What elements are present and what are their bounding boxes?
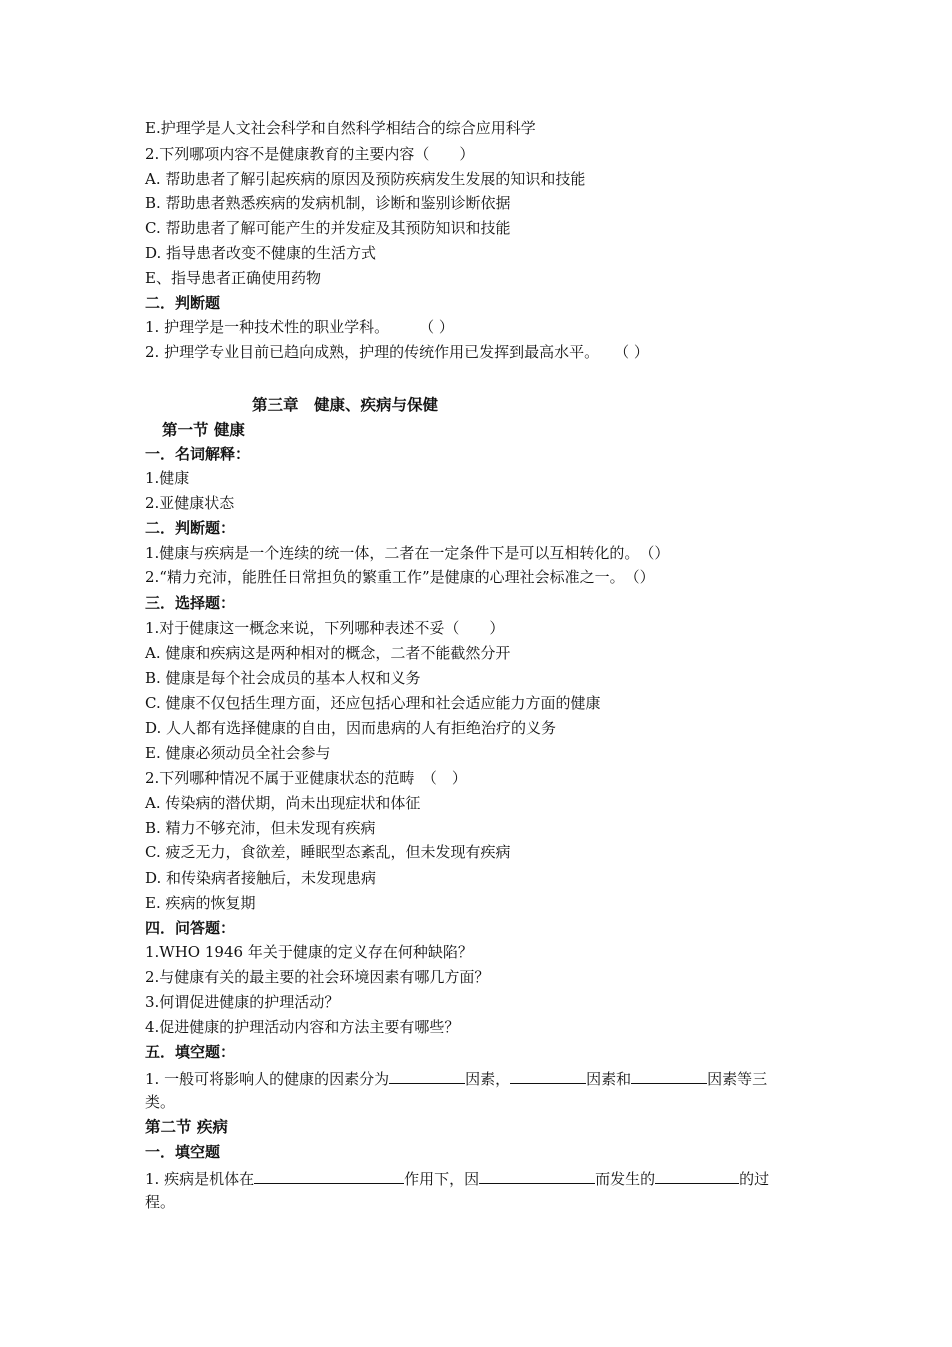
heading-true-false: 二．判断题 [145,294,221,312]
option-e: E、指导患者正确使用药物 [145,269,321,287]
fill-2-text-d: 的过 [739,1170,770,1188]
heading-fill: 五．填空题： [145,1043,236,1061]
option-b: B. 帮助患者熟悉疾病的发病机制，诊断和鉴别诊断依据 [145,194,511,212]
fill-question-1-cont: 类。 [145,1093,176,1111]
judgement-1: 1.健康与疾病是一个连续的统一体，二者在一定条件下是可以互相转化的。 （） [145,544,670,562]
qa-4: 4.促进健康的护理活动内容和方法主要有哪些？ [145,1018,460,1036]
option-e-nursing-science: E.护理学是人文社会科学和自然科学相结合的综合应用科学 [145,119,536,137]
fill-2-text-b: 作用下，因 [404,1170,480,1188]
choice-1-option-b: B. 健康是每个社会成员的基本人权和义务 [145,669,421,687]
heading-judgement: 二．判断题： [145,519,236,537]
fill-2-blank-1 [254,1168,404,1184]
option-a: A. 帮助患者了解引起疾病的原因及预防疾病发生发展的知识和技能 [145,170,586,188]
option-c: C. 帮助患者了解可能产生的并发症及其预防知识和技能 [145,219,511,237]
fill-2-blank-2 [479,1168,595,1184]
question-health-education: 2.下列哪项内容不是健康教育的主要内容（ ） [145,145,475,163]
heading-choice: 三．选择题： [145,594,236,612]
fill-1-blank-2 [510,1068,586,1084]
choice-1-option-c: C. 健康不仅包括生理方面，还应包括心理和社会适应能力方面的健康 [145,694,601,712]
heading-fill-2: 一．填空题 [145,1143,221,1161]
fill-1-text-d: 因素等三 [707,1070,768,1088]
true-false-2: 2. 护理学专业目前已趋向成熟，护理的传统作用已发挥到最高水平。 （ ） [145,343,649,361]
choice-2-option-e: E. 疾病的恢复期 [145,894,256,912]
true-false-1: 1. 护理学是一种技术性的职业学科。 （ ） [145,318,454,336]
judgement-2: 2.“精力充沛，能胜任日常担负的繁重工作”是健康的心理社会标准之一。 （） [145,568,655,586]
fill-2-blank-3 [655,1168,739,1184]
choice-question-1: 1.对于健康这一概念来说，下列哪种表述不妥（ ） [145,619,505,637]
fill-1-blank-3 [631,1068,707,1084]
heading-terms: 一．名词解释： [145,445,251,463]
option-d: D. 指导患者改变不健康的生活方式 [145,244,377,262]
section-title-disease: 第二节 疾病 [145,1118,228,1136]
chapter-title: 第三章 健康、疾病与保健 [252,396,439,414]
choice-2-option-c: C. 疲乏无力，食欲差，睡眠型态紊乱，但未发现有疾病 [145,843,511,861]
fill-question-1 [145,1068,767,1089]
choice-1-option-e: E. 健康必须动员全社会参与 [145,744,331,762]
choice-question-2: 2.下列哪种情况不属于亚健康状态的范畴 （ ） [145,769,467,787]
heading-qa: 四．问答题： [145,919,236,937]
fill-2-text-a: 1. 疾病是机体在 [145,1170,255,1188]
term-health: 1.健康 [145,469,190,487]
choice-1-option-d: D. 人人都有选择健康的自由，因而患病的人有拒绝治疗的义务 [145,719,557,737]
qa-2: 2.与健康有关的最主要的社会环境因素有哪几方面？ [145,968,490,986]
choice-1-option-a: A. 健康和疾病这是两种相对的概念，二者不能截然分开 [145,644,511,662]
qa-1: 1.WHO 1946 年关于健康的定义存在何种缺陷？ [145,943,473,961]
section-title-health: 第一节 健康 [162,421,245,439]
qa-3: 3.何谓促进健康的护理活动？ [145,993,340,1011]
choice-2-option-b: B. 精力不够充沛，但未发现有疾病 [145,819,376,837]
fill-1-blank-1 [389,1068,465,1084]
fill-1-text-a: 1. 一般可将影响人的健康的因素分为 [145,1070,390,1088]
choice-2-option-d: D. 和传染病者接触后，未发现患病 [145,869,377,887]
fill-1-text-b: 因素， [465,1070,511,1088]
fill-2-text-c: 而发生的 [595,1170,656,1188]
fill-question-2-cont: 程。 [145,1193,176,1211]
term-subhealth: 2.亚健康状态 [145,494,235,512]
choice-2-option-a: A. 传染病的潜伏期，尚未出现症状和体征 [145,794,421,812]
fill-question-2 [145,1168,769,1189]
fill-1-text-c: 因素和 [586,1070,632,1088]
